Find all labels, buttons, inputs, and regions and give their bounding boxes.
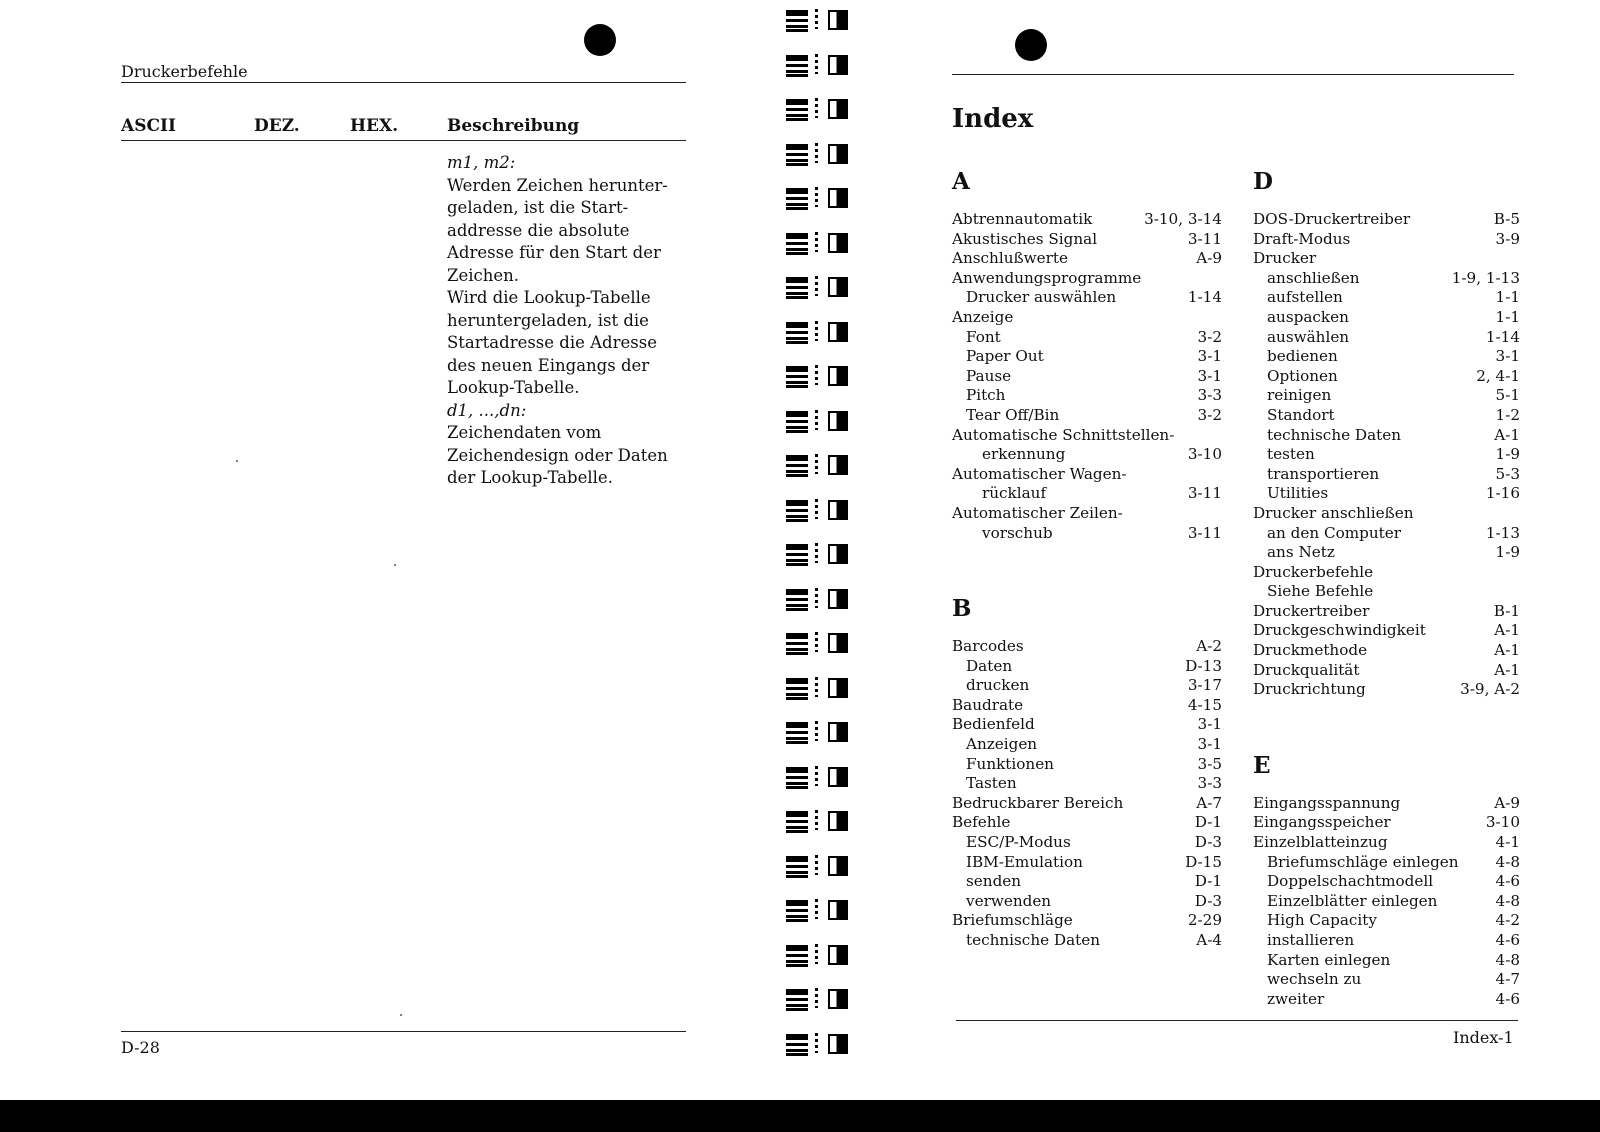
index-term: Automatischer Wagen- [952,464,1127,483]
index-entry [1253,872,1520,892]
column-header-rule [121,140,686,141]
index-term: Eingangsspannung [1253,793,1401,812]
index-term: Bedienfeld [952,715,1035,734]
index-term: ans Netz [1267,543,1335,562]
description-line: Startadresse die Adresse [447,333,657,352]
right-page [880,0,1600,1100]
index-term: Optionen [1267,366,1338,385]
index-entry [952,230,1222,250]
index-term: an den Computer [1267,523,1402,542]
index-page-ref: 3-1 [1495,347,1520,366]
scan-speck [400,1014,402,1016]
index-page-ref: 3-10 [1485,813,1520,832]
index-page-ref: 4-15 [1187,695,1222,714]
binding-coil [786,765,866,787]
index-page-ref [1216,504,1222,524]
index-entry [1253,386,1520,406]
index-page-ref: 1-16 [1485,484,1520,503]
index-page-ref: A-9 [1196,249,1222,268]
binding-coil [786,987,866,1009]
index-entry [952,426,1222,446]
index-entry [1253,990,1520,1010]
binding-coil [786,1032,866,1054]
index-page-ref [1216,308,1222,328]
binding-coil [786,409,866,431]
index-term: technische Daten [966,931,1101,949]
index-entry [952,406,1222,426]
index-term: Eingangsspeicher [1253,813,1391,832]
column-header-dez: DEZ. [254,116,300,136]
index-term: Anzeige [952,307,1014,326]
binding-coil [786,275,866,297]
index-entry [1253,970,1520,990]
index-page-ref: 4-6 [1495,872,1520,891]
index-term: Baudrate [952,695,1024,714]
index-term: testen [1267,445,1315,464]
index-term: Einzelblatteinzug [1253,833,1388,852]
description-line: Werden Zeichen herunter- [447,175,668,195]
index-page-ref: 3-3 [1197,386,1222,405]
index-term: Druckgeschwindigkeit [1253,621,1426,640]
scan-speck [394,564,396,566]
index-entry [952,210,1222,230]
index-page-ref: 3-9, A-2 [1460,680,1520,699]
index-page-ref: 1-1 [1495,307,1520,326]
binding-coil [786,631,866,653]
index-term: technische Daten [1267,425,1402,444]
index-term: senden [966,872,1022,891]
index-entry [952,755,1222,775]
description-line: des neuen Eingangs der [447,355,650,375]
index-term: Abtrennautomatik [952,210,1093,228]
index-term: Funktionen [966,754,1054,773]
index-entry [952,931,1222,951]
index-term: Automatische Schnittstellen- [952,425,1175,444]
index-term: erkennung [982,445,1066,464]
index-entry [952,524,1222,544]
punch-hole-right [1015,29,1047,61]
index-page-ref: 3-3 [1197,774,1222,793]
index-term: Doppelschachtmodell [1267,872,1434,891]
index-entry [952,911,1222,931]
index-page-ref: 4-6 [1495,931,1520,949]
index-term: bedienen [1267,347,1338,366]
binding-coil [786,542,866,564]
index-title: Index [952,104,1034,134]
index-term: Automatischer Zeilen- [952,503,1123,522]
index-entry [1253,911,1520,931]
index-term: Akustisches Signal [952,229,1098,248]
index-entry [1253,680,1520,700]
binding-coil [786,364,866,386]
index-page-ref: 1-14 [1187,288,1222,307]
index-entry [1253,328,1520,348]
page-number-left: D-28 [121,1038,160,1057]
description-line: Zeichen. [447,265,520,285]
index-entry [1253,347,1520,367]
index-page-ref: A-1 [1494,425,1520,444]
index-term: Briefumschläge [952,911,1073,930]
index-entry [952,735,1222,755]
page-number-right: Index-1 [1453,1028,1514,1047]
index-letter-heading: A [952,168,970,195]
index-entry [952,774,1222,794]
description-line: geladen, ist die Start- [447,198,629,217]
footer-rule [121,1031,686,1032]
index-page-ref: 4-2 [1495,911,1520,930]
index-page-ref: 3-17 [1187,676,1222,695]
index-term: installieren [1267,931,1355,949]
index-page-ref: A-4 [1196,931,1222,949]
index-page-ref: 3-2 [1197,405,1222,424]
index-page-ref: A-1 [1494,641,1520,660]
binding-coil [786,231,866,253]
index-page-ref [1514,249,1520,269]
binding-coil [786,898,866,920]
index-term: Pitch [966,386,1006,405]
binding-coil [786,943,866,965]
index-entry [1253,445,1520,465]
index-page-ref [1216,465,1222,485]
index-page-ref: 2, 4-1 [1476,366,1520,385]
description-line: Zeichendaten vom [447,423,602,442]
index-entry [952,386,1222,406]
index-entry [952,657,1222,677]
index-term: aufstellen [1267,288,1343,307]
description-line: heruntergeladen, ist die [447,310,649,330]
description-line: Adresse für den Start der [447,243,661,262]
header-rule [121,82,686,83]
running-head: Druckerbefehle [121,62,248,81]
index-entry [1253,582,1520,602]
description-cell [447,152,687,490]
index-entry [1253,813,1520,833]
index-page-ref: 1-2 [1495,405,1520,424]
index-page-ref [1216,269,1222,289]
index-term: Druckerbefehle [1253,562,1374,581]
index-entry [952,445,1222,465]
description-line: Lookup-Tabelle. [447,378,580,397]
index-page-ref: 3-10 [1187,445,1222,464]
index-term: vorschub [982,523,1053,542]
index-page-ref: A-1 [1494,660,1520,679]
index-term: Befehle [952,813,1011,832]
index-page-ref: B-5 [1493,210,1520,228]
index-term: Draft-Modus [1253,229,1351,248]
index-page-ref: 1-9 [1495,543,1520,562]
index-entry [1253,892,1520,912]
index-entry [952,676,1222,696]
index-entry [952,367,1222,387]
index-page-ref: D-13 [1185,656,1222,675]
index-entry [952,347,1222,367]
binding-coil [786,142,866,164]
index-term: Barcodes [952,637,1024,656]
index-entry [1253,269,1520,289]
index-entry [1253,931,1520,951]
index-page-ref: 3-1 [1197,366,1222,385]
index-entry [952,794,1222,814]
index-letter-heading: B [952,595,972,623]
index-entry [952,288,1222,308]
index-term: wechseln zu [1267,970,1362,989]
index-term: High Capacity [1267,911,1377,930]
binding-coil [786,498,866,520]
index-page-ref: D-15 [1185,852,1222,871]
index-entry [1253,661,1520,681]
index-page-ref: 4-7 [1495,970,1520,989]
index-term: IBM-Emulation [966,852,1083,871]
description-line: d1, ...,dn: [447,400,527,420]
binding-coil [786,809,866,831]
index-term: Bedruckbarer Bereich [952,793,1124,812]
scan-speck [236,460,238,462]
index-entry [1253,621,1520,641]
index-page-ref [1514,504,1520,524]
index-page-ref: 1-14 [1485,327,1520,346]
index-entry [1253,484,1520,504]
index-page-ref: 3-9 [1495,229,1520,248]
header-rule-right [952,74,1514,75]
index-term: Siehe Befehle [1267,582,1374,601]
index-entry [952,249,1222,269]
index-entry [1253,426,1520,446]
index-term: Standort [1267,405,1335,424]
index-term: transportieren [1267,464,1380,483]
index-page-ref: 3-10, 3-14 [1144,210,1222,228]
column-header-beschreibung: Beschreibung [447,116,580,136]
index-letter-heading: D [1253,168,1273,195]
index-page-ref: 4-8 [1495,852,1520,871]
index-term: Anzeigen [966,735,1038,754]
index-entry [1253,308,1520,328]
index-entry [1253,794,1520,814]
binding-coil [786,186,866,208]
index-term: auswählen [1267,327,1350,346]
index-page-ref [1514,563,1520,583]
index-page-ref: 3-5 [1197,754,1222,773]
index-term: Drucker auswählen [966,288,1117,307]
index-entry [952,853,1222,873]
index-term: Paper Out [966,347,1044,366]
binding-coil [786,720,866,742]
index-entry [1253,602,1520,622]
index-term: auspacken [1267,307,1349,326]
index-page-ref: 5-3 [1495,464,1520,483]
binding-coil [786,8,866,30]
binding-coil [786,587,866,609]
index-entry [1253,367,1520,387]
index-term: Druckertreiber [1253,601,1370,620]
index-term: rücklauf [982,484,1047,503]
description-line: Wird die Lookup-Tabelle [447,288,651,307]
index-term: Tear Off/Bin [966,405,1060,424]
index-entry [952,484,1222,504]
binding-coil [786,320,866,342]
index-term: zweiter [1267,989,1325,1008]
scan-border [0,1100,1600,1132]
index-letter-heading: E [1253,751,1271,779]
index-entry [1253,524,1520,544]
index-entry [1253,641,1520,661]
index-page-ref: 1-9, 1-13 [1451,268,1520,287]
binding-coil [786,53,866,75]
binding-coil [786,453,866,475]
index-entry [952,696,1222,716]
index-entry [1253,406,1520,426]
index-term: Druckrichtung [1253,680,1366,699]
index-page-ref: A-9 [1494,793,1520,812]
index-entry [952,813,1222,833]
index-term: Drucker [1253,249,1317,268]
index-term: Einzelblätter einlegen [1267,891,1438,910]
index-column-left [952,168,1222,951]
index-entry [1253,563,1520,583]
index-entry [1253,210,1520,230]
index-page-ref: 4-8 [1495,891,1520,910]
index-page-ref: A-7 [1196,793,1222,812]
index-page-ref: 3-11 [1187,229,1222,248]
index-entry [952,328,1222,348]
index-term: Daten [966,656,1013,675]
index-entry [1253,543,1520,563]
index-entry [952,833,1222,853]
index-page-ref: 3-1 [1197,715,1222,734]
index-term: Utilities [1267,484,1329,503]
index-entry [1253,951,1520,971]
index-term: anschließen [1267,268,1360,287]
index-page-ref: A-2 [1196,637,1222,656]
index-page-ref: 1-1 [1495,288,1520,307]
index-page-ref: 3-1 [1197,735,1222,754]
section-gap [952,543,1222,595]
index-entry [1253,504,1520,524]
index-page-ref: D-1 [1194,813,1222,832]
index-entry [952,715,1222,735]
index-term: reinigen [1267,386,1332,405]
index-page-ref [1216,426,1222,446]
index-page-ref: 2-29 [1187,911,1222,930]
index-entry [1253,465,1520,485]
description-line: addresse die absolute [447,220,630,240]
index-entry [1253,833,1520,853]
index-term: Druckmethode [1253,641,1368,660]
index-page-ref: 1-13 [1485,523,1520,542]
index-term: Karten einlegen [1267,950,1391,969]
index-term: Anwendungsprogramme [952,268,1142,287]
index-term: DOS-Druckertreiber [1253,210,1411,228]
index-page-ref: D-1 [1194,872,1222,891]
index-term: ESC/P-Modus [966,833,1071,852]
index-entry [952,269,1222,289]
index-term: Briefumschläge einlegen [1267,852,1459,871]
index-page-ref: D-3 [1194,891,1222,910]
index-entry [1253,230,1520,250]
index-page-ref: 4-6 [1495,989,1520,1008]
index-term: Font [966,327,1001,346]
index-entry [952,308,1222,328]
index-entry [952,637,1222,657]
index-page-ref: D-3 [1194,833,1222,852]
index-term: Tasten [966,774,1017,793]
column-header-ascii: ASCII [121,116,176,136]
footer-rule-right [956,1020,1518,1021]
index-page-ref: 3-2 [1197,327,1222,346]
index-term: Pause [966,366,1012,385]
index-entry [1253,853,1520,873]
index-term: verwenden [966,891,1052,910]
index-term: Druckqualität [1253,660,1360,679]
index-page-ref: 1-9 [1495,445,1520,464]
index-page-ref [1514,582,1520,602]
index-entry [952,465,1222,485]
index-page-ref: 3-1 [1197,347,1222,366]
description-line: der Lookup-Tabelle. [447,468,613,487]
index-page-ref: 5-1 [1495,386,1520,405]
index-page-ref: 4-8 [1495,950,1520,969]
index-entry [952,872,1222,892]
spiral-binding [780,0,880,1100]
index-entry [952,892,1222,912]
index-term: Anschlußwerte [952,249,1068,268]
index-page-ref: 3-11 [1187,484,1222,503]
binding-coil [786,676,866,698]
index-page-ref: B-1 [1493,601,1520,620]
index-entry [1253,288,1520,308]
section-gap [1253,700,1520,752]
description-line: Zeichendesign oder Daten [447,445,668,465]
index-page-ref: 3-11 [1187,523,1222,542]
index-entry [952,504,1222,524]
binding-coil [786,97,866,119]
index-entry [1253,249,1520,269]
left-page [0,0,760,1100]
index-column-right [1253,168,1520,1009]
description-line: m1, m2: [447,153,516,172]
binding-coil [786,854,866,876]
punch-hole-left [584,24,616,56]
index-term: Drucker anschließen [1253,503,1414,522]
index-term: drucken [966,676,1030,695]
column-header-hex: HEX. [350,116,399,136]
index-page-ref: A-1 [1494,621,1520,640]
index-page-ref: 4-1 [1495,833,1520,852]
